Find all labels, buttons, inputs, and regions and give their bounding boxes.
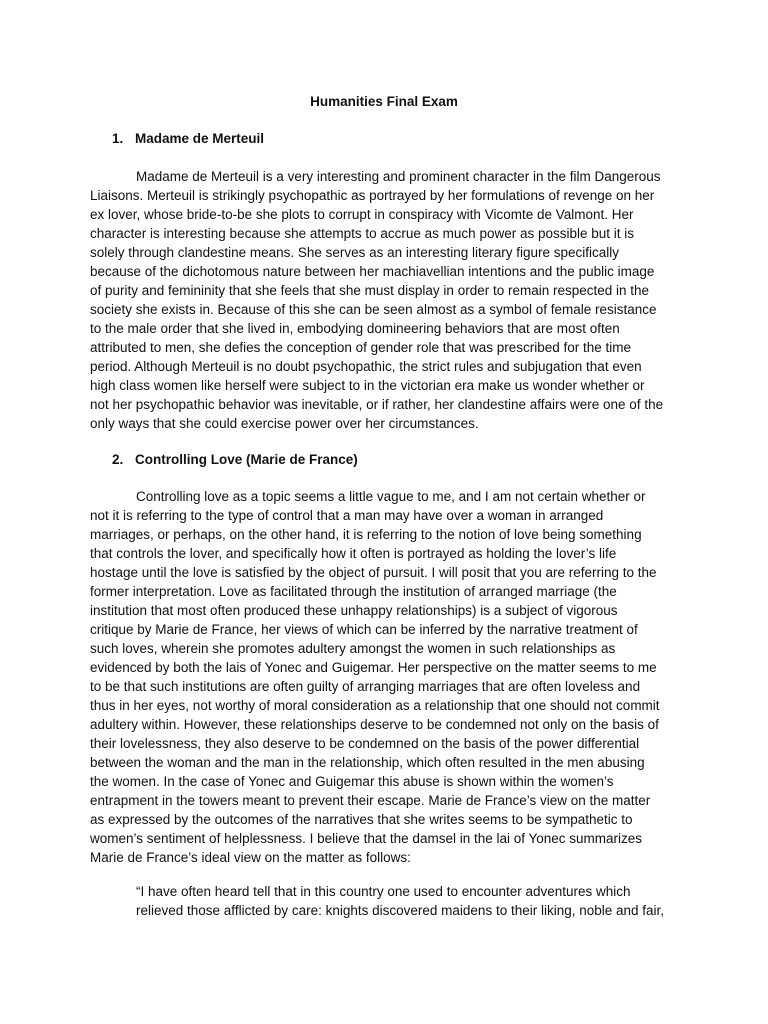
paragraph-line: Controlling love as a topic seems a little vague to me, and I am not certain whether or — [136, 489, 646, 504]
paragraph-line: character is interesting because she attempts to accrue as much power as possible but it is — [90, 226, 635, 241]
paragraph-line: of purity and femininity that she feels that she must display in order to remain respected in the — [90, 283, 650, 298]
paragraph-line: as expressed by the outcomes of the narratives that she writes seems to be sympathetic to — [90, 812, 633, 827]
paragraph-line: Liaisons. Merteuil is strikingly psychopathic as portrayed by her formulations of revenge on her — [90, 188, 655, 203]
quote-line: “I have often heard tell that in this country one used to encounter adventures which — [136, 884, 631, 899]
paragraph-line: critique by Marie de France, her views of which can be inferred by the narrative treatment of — [90, 622, 638, 637]
paragraph-line: Marie de France’s ideal view on the matter as follows: — [90, 850, 411, 865]
paragraph-line: evidenced by both the lais of Yonec and Guigemar. Her perspective on the matter seems to me — [90, 660, 657, 675]
paragraph-line: Madame de Merteuil is a very interesting and prominent character in the film Dangerous — [136, 169, 661, 184]
paragraph-line: to the male order that she lived in, embodying domineering behaviors that are most often — [90, 321, 620, 336]
paragraph-line: high class women like herself were subject to in the victorian era make us wonder whether or — [90, 378, 645, 393]
paragraph-line: marriages, or perhaps, on the other hand, it is referring to the notion of love being something — [90, 527, 642, 542]
paragraph-line: such loves, wherein she promotes adultery amongst the women in such relationships as — [90, 641, 616, 656]
paragraph-line: society she exists in. Because of this she can be seen almost as a symbol of female resistance — [90, 302, 657, 317]
paragraph-line: because of the dichotomous nature between her machiavellian intentions and the public image — [90, 264, 655, 279]
paragraph-line: their lovelessness, they also deserve to be condemned on the basis of the power differential — [90, 736, 640, 751]
paragraph-line: not her psychopathic behavior was inevitable, or if rather, her clandestine affairs were one of the — [90, 397, 664, 412]
section-1-paragraph — [90, 167, 690, 433]
paragraph-line: women’s sentiment of helplessness. I believe that the damsel in the lai of Yonec summarizes — [90, 831, 643, 846]
quote-line: relieved those afflicted by care: knights discovered maidens to their liking, noble and fair, — [136, 903, 665, 918]
paragraph-line: entrapment in the towers meant to prevent their escape. Marie de France’s view on the matter — [90, 793, 651, 808]
paragraph-line: former interpretation. Love as facilitated through the institution of arranged marriage (the — [90, 584, 617, 599]
paragraph-line: that controls the lover, and specifically how it often is portrayed as holding the lover’s life — [90, 546, 617, 561]
paragraph-line: only ways that she could exercise power over her circumstances. — [90, 416, 479, 431]
document-title: Humanities Final Exam — [310, 94, 458, 109]
paragraph-line: attributed to men, she defies the conception of gender role that was prescribed for the time — [90, 340, 632, 355]
paragraph-line: to be that such institutions are often guilty of arranging marriages that are often loveless and — [90, 679, 641, 694]
paragraph-line: institution that most often produced these unhappy relationships) is a subject of vigorous — [90, 603, 618, 618]
paragraph-line: period. Although Merteuil is no doubt psychopathic, the strict rules and subjugation that even — [90, 359, 642, 374]
paragraph-line: adultery within. However, these relationships deserve to be condemned not only on the basis of — [90, 717, 659, 732]
section-1-heading — [112, 129, 264, 148]
paragraph-line: between the woman and the man in the relationship, which often resulted in the men abusing — [90, 755, 645, 770]
section-1-title: Madame de Merteuil — [135, 131, 265, 146]
paragraph-line: hostage until the love is satisfied by the object of pursuit. I will posit that you are referring to the — [90, 565, 657, 580]
paragraph-line: ex lover, whose bride-to-be she plots to corrupt in conspiracy with Vicomte de Valmont. Her — [90, 207, 634, 222]
paragraph-line: not it is referring to the type of control that a man may have over a woman in arranged — [90, 508, 604, 523]
section-2-number: 2. — [112, 452, 124, 467]
section-1-number: 1. — [112, 131, 124, 146]
section-2-paragraph — [90, 487, 690, 867]
section-2-heading — [112, 450, 358, 469]
paragraph-line: solely through clandestine means. She serves as an interesting literary figure specifically — [90, 245, 620, 260]
block-quote — [136, 882, 696, 920]
paragraph-line: the women. In the case of Yonec and Guigemar this abuse is shown within the women’s — [90, 774, 614, 789]
paragraph-line: thus in her eyes, not worthy of moral consideration as a relationship that one should not commit — [90, 698, 660, 713]
section-2-title: Controlling Love (Marie de France) — [135, 452, 358, 467]
